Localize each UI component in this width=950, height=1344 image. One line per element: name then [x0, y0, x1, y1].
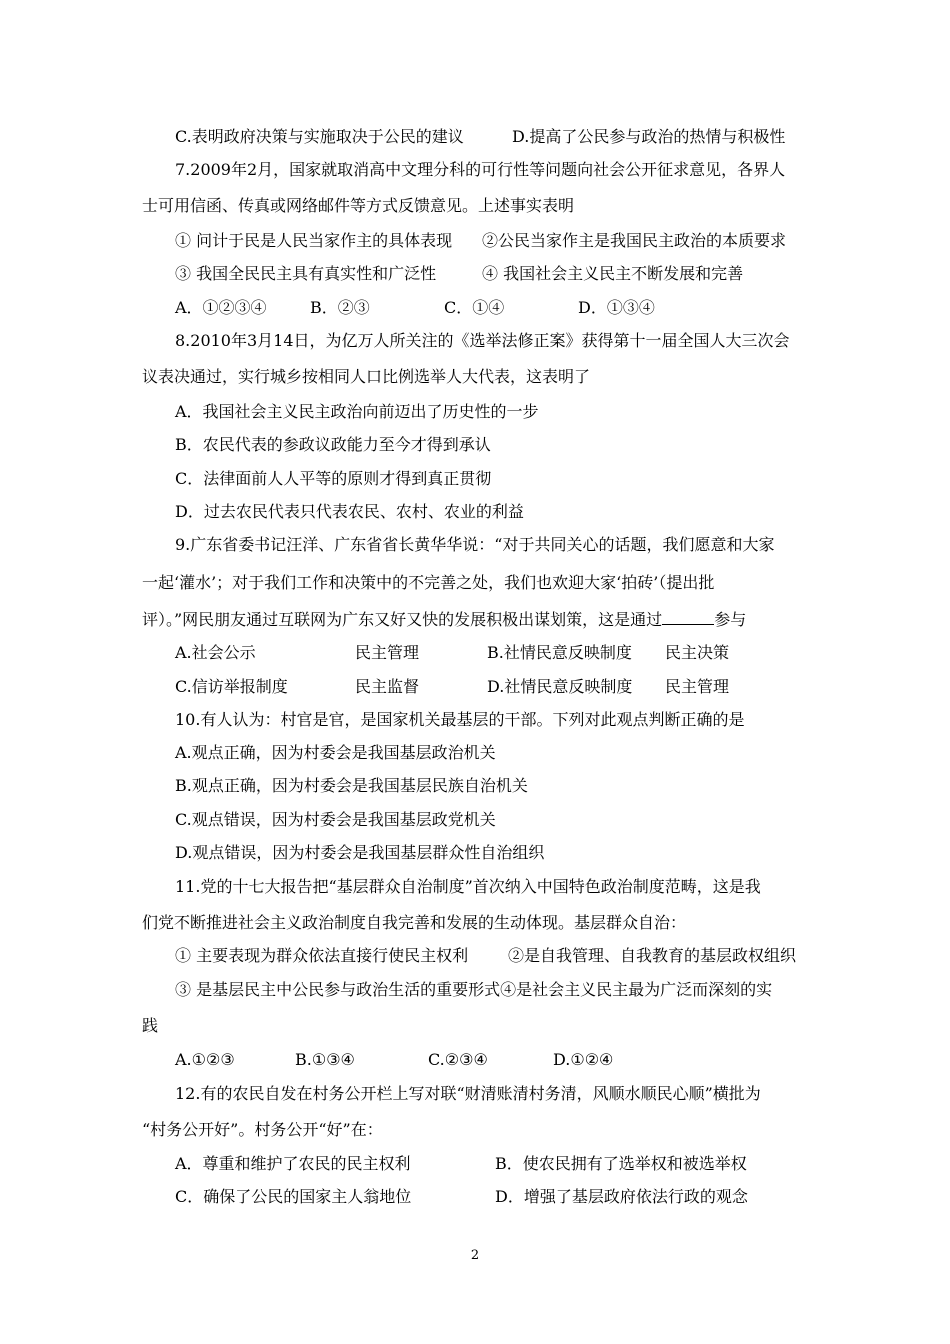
q9-answer-blank — [662, 610, 714, 625]
q10-stem: 10.有人认为：村官是官，是国家机关最基层的干部。下列对此观点判断正确的是 — [175, 710, 745, 729]
q11-item-2: ②是自我管理、自我教育的基层政权组织 — [508, 946, 797, 965]
q12-stem-line-1: 12.有的农民自发在村务公开栏上写对联“财清账清村务清，风顺水顺民心顺”横批为 — [175, 1084, 761, 1103]
q7-item-3: ③ 我国全民民主具有真实性和广泛性 — [175, 264, 437, 283]
q11-option-c: C.②③④ — [428, 1050, 488, 1069]
q12-option-b: B．使农民拥有了选举权和被选举权 — [495, 1154, 747, 1173]
q7-option-d: D．①③④ — [578, 298, 655, 317]
q12-option-c: C．确保了公民的国家主人翁地位 — [175, 1187, 412, 1206]
q9-option-a-1: A.社会公示 — [175, 643, 256, 662]
q9-stem-line-2: 一起‘灌水’；对于我们工作和决策中的不完善之处，我们也欢迎大家‘拍砖’（提出批 — [142, 573, 715, 592]
q8-stem-line-2: 议表决通过，实行城乡按相同人口比例选举人大代表，这表明了 — [142, 367, 591, 386]
q10-option-b: B.观点正确，因为村委会是我国基层民族自治机关 — [175, 776, 528, 795]
q9-option-d-1: D.社情民意反映制度 — [487, 677, 633, 696]
q9-option-b-2: 民主决策 — [665, 643, 730, 662]
q11-item-3-4-continued: 践 — [142, 1016, 159, 1035]
q11-item-3-4: ③ 是基层民主中公民参与政治生活的重要形式④是社会主义民主最为广泛而深刻的实 — [175, 980, 773, 999]
q9-stem-line-3-tail: 参与 — [714, 610, 747, 629]
q12-option-a: A．尊重和维护了农民的民主权利 — [175, 1154, 411, 1173]
q6-option-d: D.提高了公民参与政治的热情与积极性 — [512, 127, 786, 146]
q11-option-d: D.①②④ — [553, 1050, 614, 1069]
q12-stem-line-2: “村务公开好”。村务公开“好”在： — [142, 1120, 383, 1139]
q7-item-2: ②公民当家作主是我国民主政治的本质要求 — [482, 231, 787, 250]
q9-stem-line-3-text: 评）。”网民朋友通过互联网为广东又好又快的发展积极出谋划策，这是通过 — [142, 610, 663, 629]
q9-option-a-2: 民主管理 — [355, 643, 420, 662]
q8-option-c: C．法律面前人人平等的原则才得到真正贯彻 — [175, 469, 492, 488]
q11-stem-line-1: 11.党的十七大报告把“基层群众自治制度”首次纳入中国特色政治制度范畴，这是我 — [175, 877, 761, 896]
page-number: 2 — [470, 1248, 480, 1263]
q9-option-b-1: B.社情民意反映制度 — [487, 643, 632, 662]
q9-stem-line-1: 9.广东省委书记汪洋、广东省省长黄华华说：“对于共同关心的话题，我们愿意和大家 — [175, 535, 775, 554]
q7-item-4: ④ 我国社会主义民主不断发展和完善 — [482, 264, 744, 283]
q7-option-b: B．②③ — [310, 298, 370, 317]
q8-stem-line-1: 8.2010年3月14日，为亿万人所关注的《选举法修正案》获得第十一届全国人大三次会 — [175, 331, 790, 350]
q9-stem-line-3 — [142, 610, 746, 630]
q11-item-1: ① 主要表现为群众依法直接行使民主权利 — [175, 946, 469, 965]
q7-option-a: A．①②③④ — [175, 298, 267, 317]
q6-option-c: C.表明政府决策与实施取决于公民的建议 — [175, 127, 464, 146]
q12-option-d: D．增强了基层政府依法行政的观念 — [495, 1187, 748, 1206]
q11-option-a: A.①②③ — [175, 1050, 235, 1069]
q8-option-b: B．农民代表的参政议政能力至今才得到承认 — [175, 435, 491, 454]
q9-option-d-2: 民主管理 — [665, 677, 730, 696]
q9-option-c-1: C.信访举报制度 — [175, 677, 288, 696]
q8-option-a: A．我国社会主义民主政治向前迈出了历史性的一步 — [175, 402, 539, 421]
q7-option-c: C．①④ — [444, 298, 505, 317]
q8-option-d: D．过去农民代表只代表农民、农村、农业的利益 — [175, 502, 524, 521]
q10-option-a: A.观点正确，因为村委会是我国基层政治机关 — [175, 743, 496, 762]
q7-item-1: ① 问计于民是人民当家作主的具体表现 — [175, 231, 453, 250]
q7-stem-line-1: 7.2009年2月，国家就取消高中文理分科的可行性等问题向社会公开征求意见，各界人 — [175, 160, 786, 179]
q11-option-b: B.①③④ — [295, 1050, 355, 1069]
q11-stem-line-2: 们党不断推进社会主义政治制度自我完善和发展的生动体现。基层群众自治： — [142, 913, 687, 932]
q10-option-c: C.观点错误，因为村委会是我国基层政党机关 — [175, 810, 496, 829]
q9-option-c-2: 民主监督 — [355, 677, 420, 696]
q7-stem-line-2: 士可用信函、传真或网络邮件等方式反馈意见。上述事实表明 — [142, 196, 575, 215]
q10-option-d: D.观点错误，因为村委会是我国基层群众性自治组织 — [175, 843, 545, 862]
